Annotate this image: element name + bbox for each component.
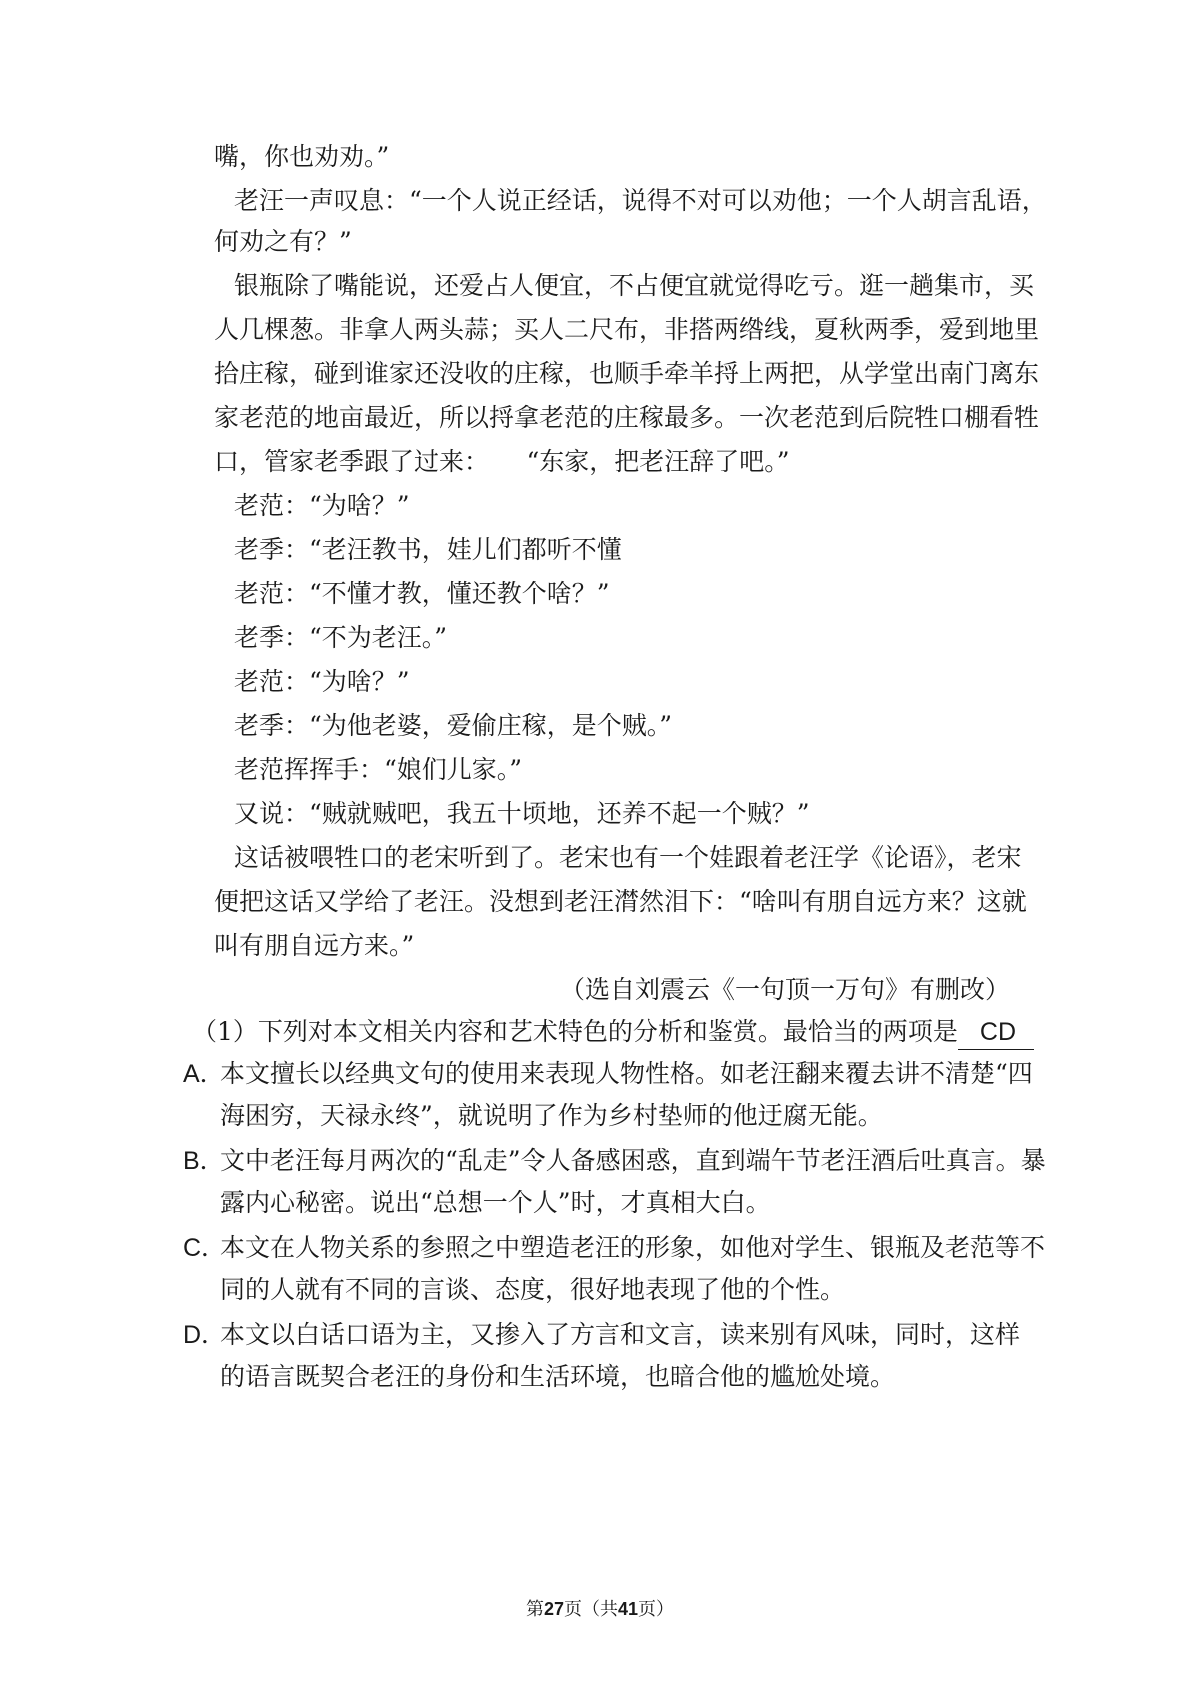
option-a-label: A． (183, 1060, 225, 1088)
passage-line: 拾庄稼，碰到谁家还没收的庄稼，也顺手牵羊捋上两把，从学堂出南门离东 (214, 359, 1040, 388)
option-b-line: 文中老汪每月两次的“乱走”令人备感困惑，直到端午节老汪酒后吐真言。暴 (220, 1146, 1046, 1175)
option-d-line: 的语言既契合老汪的身份和生活环境，也暗合他的尴尬处境。 (220, 1362, 896, 1391)
option-c-line: 同的人就有不同的言谈、态度，很好地表现了他的个性。 (220, 1275, 846, 1304)
passage-line: 家老范的地亩最近，所以捋拿老范的庄稼最多。一次老范到后院牲口棚看牲 (214, 403, 1040, 432)
passage-line: 银瓶除了嘴能说，还爱占人便宜，不占便宜就觉得吃亏。逛一趟集市，买 (234, 271, 1035, 300)
option-a-line: 海困穷，天禄永终”，就说明了作为乡村垫师的他迂腐无能。 (220, 1101, 883, 1130)
passage-line: 老汪一声叹息：“一个人说正经话，说得不对可以劝他；一个人胡言乱语， (234, 186, 1047, 215)
passage-line: 老范挥挥手：“娘们儿家。” (234, 755, 523, 784)
footer-prefix: 第 (525, 1599, 544, 1620)
question-prompt (192, 1015, 1034, 1050)
passage-line: 人几棵葱。非拿人两头蒜；买人二尺布，非搭两绺线，夏秋两季，爱到地里 (214, 315, 1040, 344)
answer-blank: CD (958, 1015, 1034, 1050)
passage-line: 老季：“不为老汪。” (234, 623, 448, 652)
option-b-line: 露内心秘密。说出“总想一个人”时，才真相大白。 (220, 1188, 771, 1217)
passage-line: 嘴，你也劝劝。” (214, 142, 390, 171)
option-c-line: 本文在人物关系的参照之中塑造老汪的形象，如他对学生、银瓶及老范等不 (220, 1233, 1046, 1262)
passage-line: 叫有朋自远方来。” (214, 931, 415, 960)
passage-line: 便把这话又学给了老汪。没想到老汪潸然泪下：“啥叫有朋自远方来？这就 (214, 887, 1027, 916)
page-footer (0, 1597, 1200, 1622)
option-a-line: 本文擅长以经典文句的使用来表现人物性格。如老汪翻来覆去讲不清楚“四 (220, 1059, 1033, 1088)
option-d-label: D． (183, 1321, 227, 1349)
passage-line: 口，管家老季跟了过来： “东家，把老汪辞了吧。” (214, 447, 790, 476)
source-citation: （选自刘震云《一句顶一万句》有删改） (559, 975, 1010, 1004)
option-d-line: 本文以白话口语为主，又掺入了方言和文言，读来别有风味，同时，这样 (220, 1320, 1021, 1349)
question-text: （1）下列对本文相关内容和艺术特色的分析和鉴赏。最恰当的两项是 (192, 1017, 958, 1046)
passage-line: 老季：“老汪教书，娃儿们都听不懂 (234, 535, 622, 564)
passage-line: 老范：“为啥？” (234, 667, 410, 696)
total-page-number: 41 (618, 1599, 639, 1619)
option-c-label: C． (183, 1234, 227, 1262)
passage-line: 老范：“不懂才教，懂还教个啥？” (234, 579, 610, 608)
passage-line: 老季：“为他老婆，爱偷庄稼，是个贼。” (234, 711, 673, 740)
option-b-label: B． (183, 1147, 225, 1175)
footer-suffix: 页） (638, 1599, 675, 1620)
current-page-number: 27 (543, 1599, 564, 1619)
passage-line: 老范：“为啥？” (234, 491, 410, 520)
footer-middle: 页（共 (564, 1599, 618, 1620)
passage-line: 又说：“贼就贼吧，我五十顷地，还养不起一个贼？” (234, 799, 810, 828)
passage-line: 这话被喂牲口的老宋听到了。老宋也有一个娃跟着老汪学《论语》，老宋 (234, 843, 1022, 872)
passage-line: 何劝之有？” (214, 227, 352, 256)
